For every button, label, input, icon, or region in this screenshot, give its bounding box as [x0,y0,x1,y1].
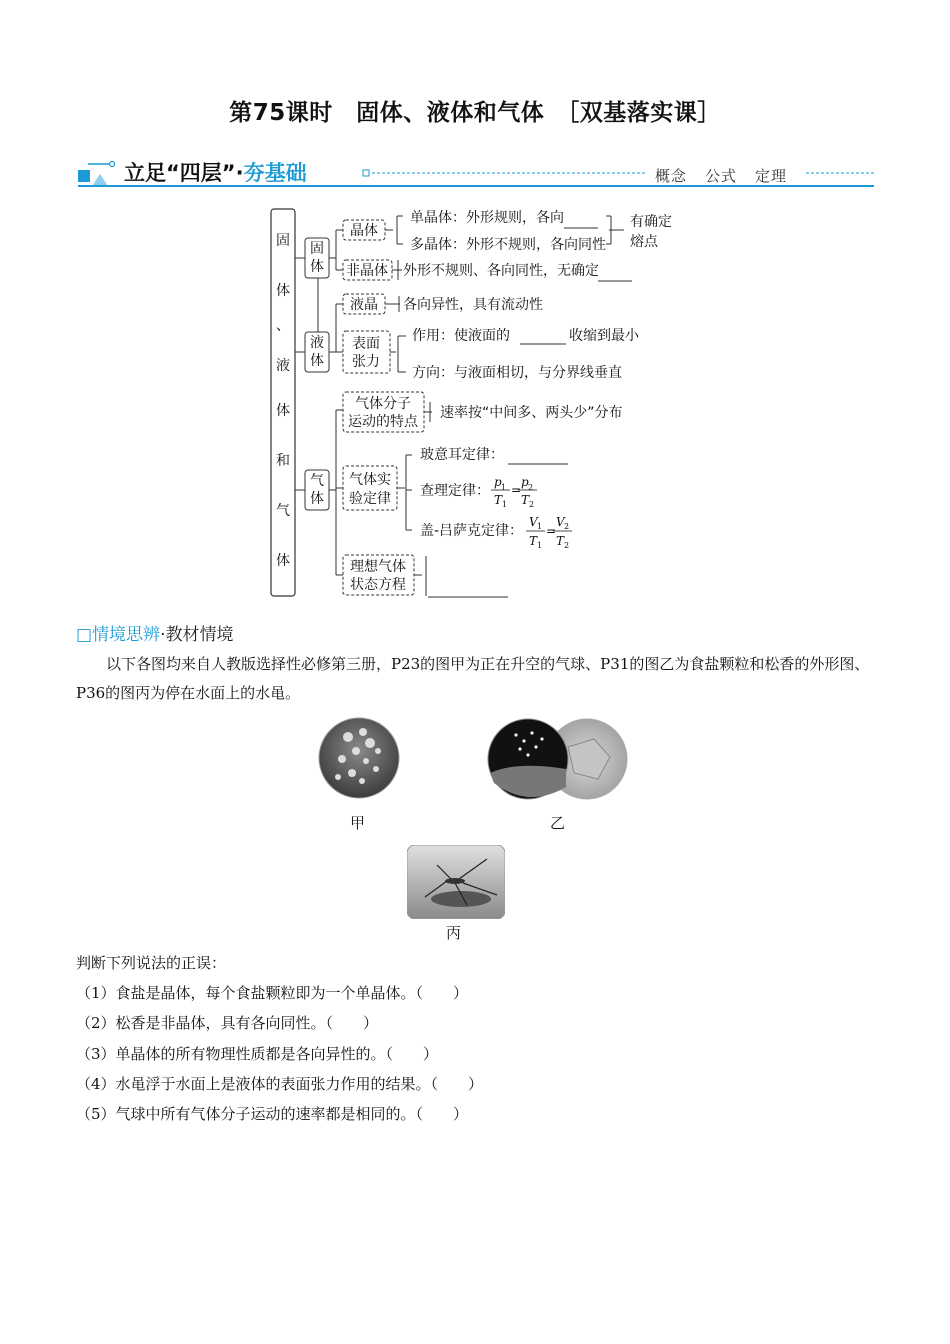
svg-text:V: V [556,515,565,529]
charles-formula [491,475,537,509]
amorphous-desc: 外形不规则、各向同性，无确定 [403,263,599,279]
crystal-label: 晶体 [350,223,378,239]
figure-b-caption: 乙 [550,814,566,832]
section-title [76,620,233,645]
svg-text:p: p [521,475,529,489]
svg-text:T: T [556,534,565,548]
figure-c-water-strider-image [407,845,505,919]
svg-text:2: 2 [528,483,534,492]
gay-lussac-formula [526,515,572,550]
svg-text:体: 体 [276,283,290,299]
effect-text: 作用：使液面的 [412,328,510,344]
figure-b-salt-rosin-image [486,717,630,801]
ideal-gas-label-1: 理想气体 [350,559,406,575]
banner-heading-prefix: 立足“四层”· [124,161,244,185]
surface-tension-label-2: 张力 [352,354,380,370]
svg-text:和: 和 [276,453,290,469]
figure-a-balloons-image [318,717,400,799]
judge-item-3: （3）单晶体的所有物理性质都是各向异性的。（ ） [76,1045,439,1063]
gas-motion-desc: 速率按“中间多、两头少”分布 [440,405,623,421]
svg-text:1: 1 [537,541,543,550]
svg-text:2: 2 [564,541,570,550]
svg-text:V: V [529,515,538,529]
figure-c-caption: 丙 [446,924,462,942]
effect-tail-text: 收缩到最小 [569,328,639,344]
svg-text:1: 1 [502,500,508,509]
single-crystal-text: 单晶体：外形规则，各向 [410,210,564,226]
figure-a-caption: 甲 [350,814,366,832]
svg-text:2: 2 [564,522,570,531]
intro-paragraph: 以下各图均来自人教版选择性必修第三册，P23的图甲为正在升空的气球、P31的图乙为食盐颗粒和松香的外形图、P36的图丙为停在水面上的水黾。 [76,655,870,702]
section-title-main: □情境思辨 [76,625,161,645]
svg-text:1: 1 [537,522,543,531]
banner-heading-emphasis: 夯基础 [243,161,307,185]
solid-label-1: 固 [310,241,324,257]
fixed-melting-text-1: 有确定 [630,214,672,230]
svg-text:体: 体 [276,553,290,569]
boyle-text: 玻意耳定律： [420,447,504,463]
charles-text: 查理定律： [420,483,490,499]
liquid-crystal-label: 液晶 [350,297,378,313]
svg-text:T: T [521,493,530,507]
amorphous-label: 非晶体 [346,263,388,279]
page-title: 第75课时 固体、液体和气体 ［双基落实课］ [229,100,721,126]
gay-lussac-text: 盖-吕萨克定律： [420,523,524,539]
svg-text:p: p [494,475,502,489]
svg-text:气: 气 [276,503,290,519]
svg-text:液: 液 [276,358,290,374]
liquid-label-1: 液 [310,335,324,351]
gas-law-label-2: 验定律 [349,491,391,507]
judge-item-1: （1）食盐是晶体，每个食盐颗粒即为一个单晶体。（ ） [76,984,469,1002]
direction-text: 方向：与液面相切，与分界线垂直 [412,365,622,381]
poly-crystal-text: 多晶体：外形不规则，各向同性 [410,237,606,253]
banner-heading [124,157,307,187]
svg-text:固: 固 [276,233,290,249]
gas-law-label-1: 气体实 [349,472,391,488]
svg-text:2: 2 [529,500,535,509]
svg-text:T: T [494,493,503,507]
svg-text:、: 、 [276,318,290,334]
banner-tags [655,165,805,186]
surface-tension-label-1: 表面 [352,336,380,352]
liquid-crystal-desc: 各向异性，具有流动性 [403,297,543,313]
gas-label-2: 体 [310,491,324,507]
fixed-melting-text-2: 熔点 [630,234,658,250]
liquid-label-2: 体 [310,353,324,369]
gas-label-1: 气 [310,473,324,489]
banner-triangle-icon [92,174,108,186]
banner-tag-theorem: 定理 [755,167,788,185]
concept-map [262,204,702,600]
banner-tag-concept: 概念 [655,167,688,185]
ideal-gas-label-2: 状态方程 [350,577,406,593]
svg-text:体: 体 [276,403,290,419]
gas-motion-label-2: 运动的特点 [348,414,418,430]
judge-intro: 判断下列说法的正误： [76,954,227,972]
banner-tag-formula: 公式 [705,167,738,185]
gas-motion-label-1: 气体分子 [355,396,411,412]
judge-item-2: （2）松香是非晶体，具有各向同性。（ ） [76,1014,379,1032]
judge-item-5: （5）气球中所有气体分子运动的速率都是相同的。（ ） [76,1105,469,1123]
svg-text:=: = [546,524,557,538]
section-title-sub: ·教材情境 [160,625,234,645]
svg-text:T: T [529,534,538,548]
solid-label-2: 体 [310,259,324,275]
svg-text:=: = [511,483,522,497]
banner-square-icon [78,170,90,182]
judge-item-4: （4）水黾浮于水面上是液体的表面张力作用的结果。（ ） [76,1075,484,1093]
svg-text:1: 1 [501,483,507,492]
